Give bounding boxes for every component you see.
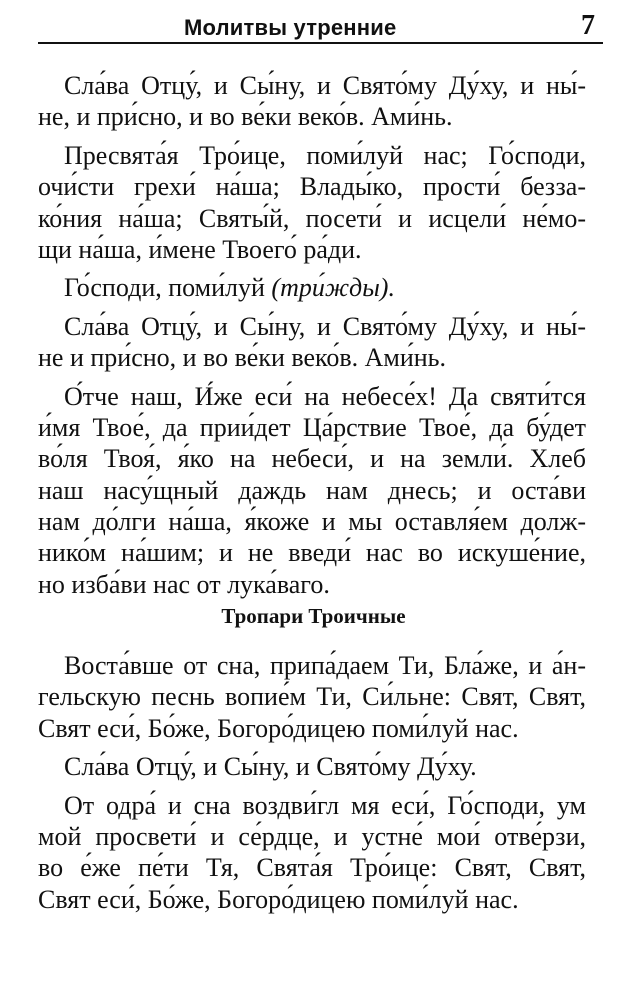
text-line: во е́же пе́ти Тя, Свята́я Тро́ице: Свят, Свят, bbox=[38, 853, 586, 883]
text-line: Воста́вше от сна, припа́даем Ти, Бла́же, и а́н- bbox=[64, 651, 586, 680]
paragraph-from-bed bbox=[38, 790, 586, 916]
running-title: Молитвы утренние bbox=[184, 15, 397, 40]
text-line: не и при́сно, и во ве́ки веко́в. Ами́нь. bbox=[38, 343, 447, 373]
troparia-text-block bbox=[38, 650, 586, 922]
text-line: не, и при́сно, и во ве́ки веко́в. Ами́нь. bbox=[38, 102, 453, 132]
running-header bbox=[38, 6, 603, 44]
text-line bbox=[38, 272, 586, 303]
text-line: Свят еси́, Бо́же, Богоро́дицею поми́луй нас. bbox=[38, 713, 519, 743]
text-line: наш насу́щный даждь нам днесь; и оста́ви bbox=[38, 475, 586, 505]
paragraph-glory-1 bbox=[38, 70, 586, 133]
section-heading: Тропари Троичные bbox=[221, 604, 406, 628]
paragraph-lord-have-mercy bbox=[38, 272, 586, 303]
text-line: От одра́ и сна воздви́гл мя еси́, Го́споди, ум bbox=[64, 790, 586, 820]
paragraph-glory-2 bbox=[38, 311, 586, 374]
text-line: ко́ния на́ша; Святы́й, посети́ и исцели́ не́мо- bbox=[38, 203, 586, 233]
text-line: нам до́лги на́ша, я́коже и мы оставля́ем долж- bbox=[38, 507, 586, 537]
text-line: Сла́ва Отцу́, и Сы́ну, и Свято́му Ду́ху, и ны́- bbox=[64, 71, 586, 100]
lord-have-mercy-text: Го́споди, поми́луй bbox=[64, 273, 272, 303]
paragraph-our-father bbox=[38, 381, 586, 601]
prayer-text-block bbox=[38, 70, 586, 607]
paragraph-holy-trinity bbox=[38, 140, 586, 266]
text-line: Пресвята́я Тро́ице, поми́луй нас; Го́споди, bbox=[64, 140, 586, 170]
text-line: во́ля Твоя́, я́ко на небеси́, и на земли́. Хлеб bbox=[38, 444, 586, 474]
text-line: Сла́ва Отцу́, и Сы́ну, и Свято́му Ду́ху, и ны́- bbox=[64, 311, 586, 341]
paragraph-having-risen bbox=[38, 650, 586, 744]
text-line: гельскую песнь вопие́м Ти, Си́льне: Свят, Свят, bbox=[38, 682, 586, 712]
text-line: мой просвети́ и се́рдце, и устне́ мои́ отве́рзи, bbox=[38, 821, 586, 851]
text-line: очи́сти грехи́ на́ша; Влады́ко, прости́ безза- bbox=[38, 172, 586, 202]
text-line: Сла́ва Отцу́, и Сы́ну, и Свято́му Ду́ху. bbox=[64, 752, 477, 782]
text-line: О́тче наш, И́же еси́ на небесе́х! Да святи́тся bbox=[64, 381, 586, 411]
text-line: нико́м на́шим; и не введи́ нас во искуше́ние, bbox=[38, 538, 586, 568]
text-line: и́мя Твое́, да прии́дет Ца́рствие Твое́, да бу́дет bbox=[38, 412, 586, 442]
paragraph-glory-3 bbox=[38, 751, 586, 782]
text-line: Свят еси́, Бо́же, Богоро́дицею поми́луй нас. bbox=[38, 884, 519, 914]
thrice-rubric: (три́жды). bbox=[271, 273, 395, 303]
text-line: но изба́ви нас от лука́ваго. bbox=[38, 569, 330, 599]
page-number: 7 bbox=[581, 10, 595, 41]
text-line: щи на́ша, и́мене Твоего́ ра́ди. bbox=[38, 234, 362, 264]
